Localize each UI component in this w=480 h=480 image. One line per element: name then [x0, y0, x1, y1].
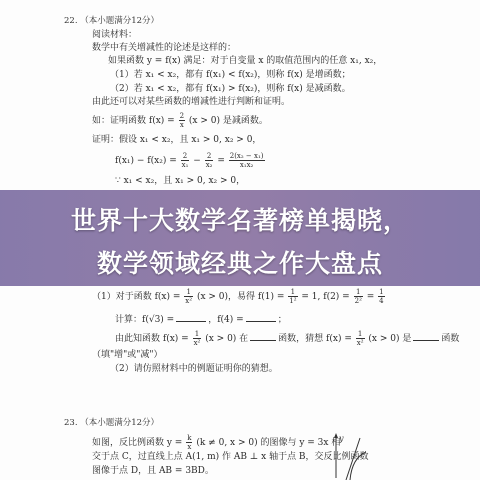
proof-expression: f(x₁) − f(x₂) = $\frac{2}{\text{x₁}}$ − $\frac{2}{\text{x₂}}$ = $\frac{\text{2(x₂ − x₁)}}{\text{x₁x₂}}$: [115, 152, 264, 169]
banner-title-line-1: 世界十大数学名著榜单揭晓，: [70, 206, 409, 235]
inverse-curve: [350, 452, 366, 480]
definition-text: 如果函数 y = f(x) 满足：对于自变量 x 的取值范围内的任意 x₁, x₂，: [108, 56, 383, 66]
banner-title-line-2: 数学领域经典之作大盘点: [96, 249, 383, 278]
fraction: $\frac{\text{2(x₂ − x₁)}}{\text{x₁x₂}}$: [229, 152, 264, 169]
proof-line-1: 证明：假设 x₁ < x₂，且 x₁ > 0, x₂ > 0，: [92, 135, 262, 145]
question-23-line-1: 如图，反比例函数 y = $\frac{k}{x}$ (k ≠ 0, x > 0) 的图像与 y = 3x 相: [92, 434, 341, 451]
answer-blank[interactable]: [250, 331, 276, 341]
case-1-text: （1）若 x₁ < x₂，都有 f(x₁) < f(x₂)，则称 f(x) 是增函数；: [110, 70, 351, 80]
question-23-header: 23. （本小题满分12分）: [64, 418, 160, 428]
example-statement: 如：证明函数 f(x) = $\frac{2}{x}$ (x > 0) 是减函数。: [92, 112, 268, 129]
answer-blank[interactable]: [246, 312, 276, 322]
proof-line-3: ∵ x₁ < x₂，且 x₁ > 0, x₂ > 0，: [115, 176, 246, 186]
conclusion-text: 由此还可以对某些函数的增减性进行判断和证明。: [92, 97, 291, 107]
y-axis-label: y: [339, 434, 344, 443]
fraction: $\frac{1}{\text{x²}}$: [185, 288, 193, 305]
fraction: $\frac{1}{\text{2²}}$: [354, 288, 362, 305]
line-y-3x: [346, 438, 360, 480]
case-2-text: （2）若 x₁ < x₂，都有 f(x₁) > f(x₂)，则称 f(x) 是减函数。: [110, 84, 351, 94]
coordinate-figure: [330, 432, 370, 480]
question-22-header: 22. （本小题满分12分）: [64, 16, 160, 26]
fill-hint: （填"增"或"减"）: [92, 350, 163, 360]
answer-blank[interactable]: [176, 312, 206, 322]
answer-blank[interactable]: [413, 331, 439, 341]
task-2-statement: （2）请仿照材料中的例题证明你的猜想。: [110, 364, 278, 374]
y-axis-arrow-icon: [334, 433, 338, 438]
intro-text: 数学中有关增减性的论述是这样的：: [92, 43, 237, 53]
reading-label: 阅读材料：: [92, 30, 138, 40]
fraction: $\frac{1}{\text{x²}}$: [193, 330, 201, 347]
fraction: $\frac{k}{x}$: [187, 434, 192, 451]
inference-line: 由此知函数 f(x) = $\frac{1}{\text{x²}}$ (x > 0) 在 函数，猜想 f(x) = $\frac{1}{\text{x²}}$ (x > 0) 是 函数: [115, 330, 460, 347]
fraction: $\frac{2}{\text{x₂}}$: [205, 152, 213, 169]
fraction: $\frac{2}{\text{x₁}}$: [181, 152, 189, 169]
fraction: $\frac{2}{x}$: [179, 112, 185, 129]
fraction: $\frac{1}{4}$: [379, 288, 384, 305]
task-1-statement: （1）对于函数 f(x) = $\frac{1}{\text{x²}}$ (x > 0)，易得 f(1) = $\frac{1}{\text{1²}}$ = 1, f(2) = $\frac{1}{\text{2²}}$ = $\frac{1}{4}$: [92, 288, 384, 305]
calculation-line: 计算：f(√3) = ，f(4) = ；: [115, 312, 287, 326]
fraction: $\frac{1}{\text{1²}}$: [289, 288, 297, 305]
question-23-line-3: 图像于点 D，且 AB = 3BD。: [92, 466, 214, 476]
question-23-line-2: 交于点 C，过直线上点 A(1, m) 作 AB ⊥ x 轴于点 B，交反比例函数: [92, 452, 369, 462]
fraction: $\frac{1}{\text{x²}}$: [356, 330, 364, 347]
